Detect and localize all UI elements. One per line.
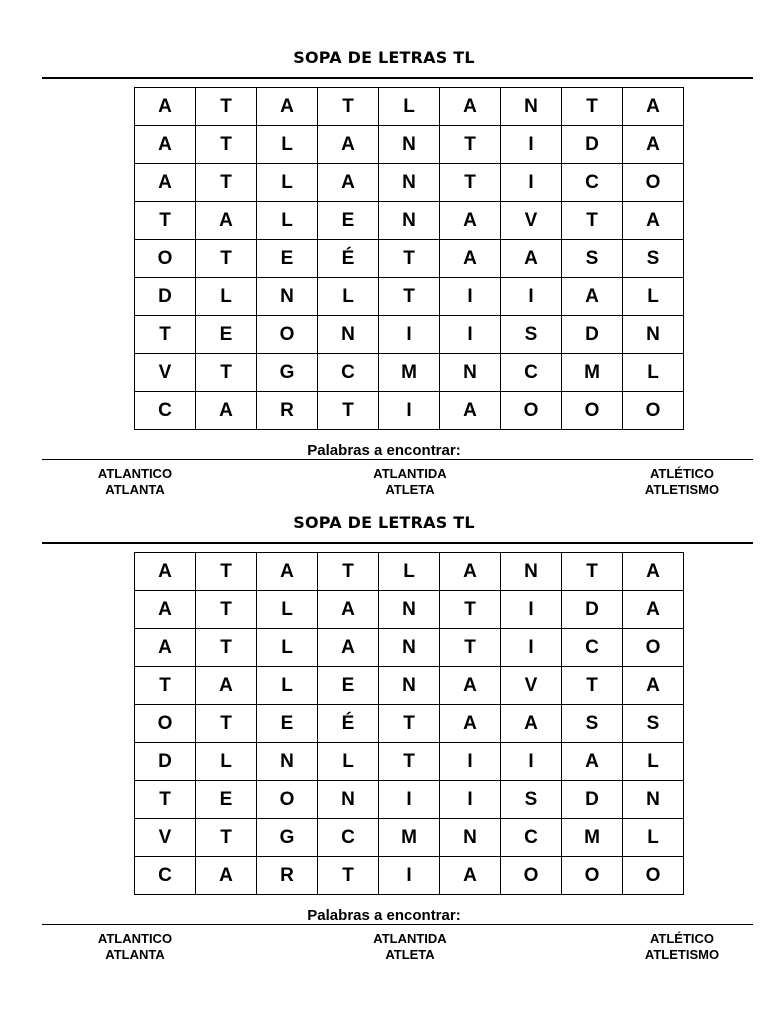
grid-cell: É bbox=[318, 240, 379, 278]
grid-row bbox=[135, 240, 684, 278]
grid-cell: L bbox=[623, 819, 684, 857]
grid-cell: A bbox=[440, 202, 501, 240]
grid-cell: M bbox=[562, 819, 623, 857]
grid-row bbox=[135, 743, 684, 781]
grid-cell: C bbox=[135, 857, 196, 895]
grid-cell: G bbox=[257, 354, 318, 392]
grid-cell: V bbox=[135, 819, 196, 857]
grid-cell: T bbox=[562, 667, 623, 705]
grid-cell: I bbox=[379, 392, 440, 430]
grid-cell: O bbox=[257, 781, 318, 819]
grid-cell: T bbox=[135, 781, 196, 819]
word-column-1 bbox=[75, 466, 195, 498]
grid-cell: E bbox=[257, 705, 318, 743]
grid-cell: L bbox=[196, 743, 257, 781]
words-heading: Palabras a encontrar: bbox=[307, 442, 461, 459]
grid-cell: T bbox=[379, 705, 440, 743]
grid-cell: E bbox=[318, 202, 379, 240]
word-item: ATLETISMO bbox=[644, 482, 720, 497]
grid-cell: L bbox=[196, 278, 257, 316]
grid-row bbox=[135, 629, 684, 667]
grid-cell: I bbox=[379, 316, 440, 354]
grid-cell: A bbox=[318, 591, 379, 629]
grid-cell: A bbox=[623, 126, 684, 164]
grid-cell: N bbox=[440, 819, 501, 857]
grid-cell: D bbox=[562, 316, 623, 354]
grid-cell: A bbox=[257, 553, 318, 591]
grid-cell: T bbox=[318, 857, 379, 895]
grid-cell: T bbox=[318, 553, 379, 591]
grid-cell: A bbox=[196, 392, 257, 430]
grid-cell: N bbox=[501, 88, 562, 126]
grid-cell: E bbox=[196, 781, 257, 819]
grid-row bbox=[135, 126, 684, 164]
grid-cell: N bbox=[318, 316, 379, 354]
grid-cell: O bbox=[623, 392, 684, 430]
grid-row bbox=[135, 819, 684, 857]
grid-cell: I bbox=[379, 857, 440, 895]
grid-cell: I bbox=[501, 743, 562, 781]
word-item: ATLANTA bbox=[105, 947, 165, 962]
grid-cell: T bbox=[379, 278, 440, 316]
grid-cell: I bbox=[379, 781, 440, 819]
grid-cell: I bbox=[501, 591, 562, 629]
grid-cell: S bbox=[623, 240, 684, 278]
grid-cell: T bbox=[196, 591, 257, 629]
word-item: ATLANTICO bbox=[97, 931, 173, 946]
puzzle-title: SOPA DE LETRAS TL bbox=[293, 48, 475, 67]
grid-cell: T bbox=[196, 126, 257, 164]
grid-cell: I bbox=[440, 278, 501, 316]
grid-cell: A bbox=[440, 667, 501, 705]
grid-cell: I bbox=[501, 126, 562, 164]
grid-cell: O bbox=[135, 240, 196, 278]
grid-row bbox=[135, 667, 684, 705]
grid-cell: L bbox=[257, 164, 318, 202]
grid-cell: T bbox=[135, 202, 196, 240]
grid-row bbox=[135, 705, 684, 743]
grid-cell: M bbox=[379, 819, 440, 857]
grid-cell: A bbox=[440, 857, 501, 895]
grid-cell: N bbox=[623, 781, 684, 819]
grid-cell: L bbox=[623, 278, 684, 316]
grid-cell: T bbox=[562, 553, 623, 591]
grid-cell: M bbox=[562, 354, 623, 392]
grid-cell: N bbox=[318, 781, 379, 819]
grid-cell: T bbox=[196, 629, 257, 667]
words-divider bbox=[42, 459, 753, 460]
grid-cell: M bbox=[379, 354, 440, 392]
grid-cell: N bbox=[379, 667, 440, 705]
grid-cell: N bbox=[379, 202, 440, 240]
grid-cell: N bbox=[257, 278, 318, 316]
grid-cell: A bbox=[440, 392, 501, 430]
grid-cell: A bbox=[440, 553, 501, 591]
grid-cell: O bbox=[623, 164, 684, 202]
grid-cell: A bbox=[135, 629, 196, 667]
grid-cell: E bbox=[196, 316, 257, 354]
word-column-2 bbox=[348, 466, 472, 498]
grid-row bbox=[135, 316, 684, 354]
grid-cell: A bbox=[440, 88, 501, 126]
grid-cell: D bbox=[562, 781, 623, 819]
grid-cell: A bbox=[196, 857, 257, 895]
grid-row bbox=[135, 202, 684, 240]
grid-cell: R bbox=[257, 857, 318, 895]
grid-cell: A bbox=[318, 629, 379, 667]
top-divider bbox=[42, 77, 753, 79]
grid-cell: L bbox=[257, 667, 318, 705]
grid-cell: A bbox=[623, 667, 684, 705]
grid-cell: S bbox=[623, 705, 684, 743]
grid-cell: I bbox=[440, 781, 501, 819]
grid-cell: N bbox=[379, 629, 440, 667]
grid-row bbox=[135, 591, 684, 629]
grid-cell: S bbox=[501, 781, 562, 819]
grid-cell: L bbox=[623, 354, 684, 392]
grid-cell: N bbox=[623, 316, 684, 354]
grid-cell: A bbox=[440, 240, 501, 278]
grid-cell: T bbox=[318, 392, 379, 430]
letter-grid bbox=[134, 552, 684, 895]
grid-cell: V bbox=[501, 202, 562, 240]
grid-cell: T bbox=[135, 667, 196, 705]
grid-cell: L bbox=[257, 591, 318, 629]
grid-cell: T bbox=[379, 743, 440, 781]
grid-cell: T bbox=[196, 819, 257, 857]
grid-cell: A bbox=[501, 705, 562, 743]
grid-cell: E bbox=[318, 667, 379, 705]
grid-cell: A bbox=[623, 553, 684, 591]
grid-cell: L bbox=[257, 629, 318, 667]
grid-cell: A bbox=[196, 667, 257, 705]
grid-cell: E bbox=[257, 240, 318, 278]
grid-cell: C bbox=[501, 819, 562, 857]
grid-cell: A bbox=[623, 88, 684, 126]
grid-cell: D bbox=[135, 743, 196, 781]
grid-cell: I bbox=[501, 278, 562, 316]
grid-row bbox=[135, 164, 684, 202]
grid-cell: L bbox=[379, 553, 440, 591]
grid-row bbox=[135, 392, 684, 430]
grid-cell: A bbox=[196, 202, 257, 240]
grid-cell: T bbox=[440, 164, 501, 202]
grid-cell: T bbox=[440, 629, 501, 667]
grid-cell: A bbox=[623, 591, 684, 629]
grid-row bbox=[135, 278, 684, 316]
grid-row bbox=[135, 354, 684, 392]
word-column-3 bbox=[620, 466, 744, 498]
grid-cell: C bbox=[135, 392, 196, 430]
grid-cell: A bbox=[257, 88, 318, 126]
grid-cell: N bbox=[501, 553, 562, 591]
grid-cell: T bbox=[196, 354, 257, 392]
grid-cell: A bbox=[440, 705, 501, 743]
word-item: ATLANTIDA bbox=[373, 931, 447, 946]
grid-cell: L bbox=[257, 126, 318, 164]
words-heading: Palabras a encontrar: bbox=[307, 907, 461, 924]
grid-cell: N bbox=[379, 591, 440, 629]
grid-cell: T bbox=[440, 126, 501, 164]
grid-cell: I bbox=[501, 164, 562, 202]
grid-cell: A bbox=[318, 164, 379, 202]
grid-cell: I bbox=[440, 743, 501, 781]
grid-cell: D bbox=[562, 126, 623, 164]
word-item: ATLÉTICO bbox=[649, 466, 715, 481]
letter-grid bbox=[134, 87, 684, 430]
grid-cell: C bbox=[562, 629, 623, 667]
grid-cell: A bbox=[135, 88, 196, 126]
word-item: ATLETA bbox=[385, 482, 435, 497]
grid-row bbox=[135, 88, 684, 126]
top-divider bbox=[42, 542, 753, 544]
grid-cell: É bbox=[318, 705, 379, 743]
grid-cell: N bbox=[379, 164, 440, 202]
grid-cell: L bbox=[379, 88, 440, 126]
grid-cell: V bbox=[135, 354, 196, 392]
word-item: ATLETISMO bbox=[644, 947, 720, 962]
grid-cell: A bbox=[135, 591, 196, 629]
grid-cell: O bbox=[501, 857, 562, 895]
grid-cell: T bbox=[196, 88, 257, 126]
word-item: ATLANTA bbox=[105, 482, 165, 497]
grid-cell: G bbox=[257, 819, 318, 857]
grid-cell: L bbox=[318, 278, 379, 316]
grid-cell: N bbox=[440, 354, 501, 392]
word-item: ATLÉTICO bbox=[649, 931, 715, 946]
grid-cell: N bbox=[379, 126, 440, 164]
word-item: ATLANTIDA bbox=[373, 466, 447, 481]
grid-cell: A bbox=[501, 240, 562, 278]
grid-row bbox=[135, 857, 684, 895]
grid-cell: A bbox=[562, 278, 623, 316]
grid-cell: V bbox=[501, 667, 562, 705]
grid-cell: C bbox=[562, 164, 623, 202]
puzzle-title: SOPA DE LETRAS TL bbox=[293, 513, 475, 532]
grid-cell: T bbox=[135, 316, 196, 354]
grid-cell: C bbox=[318, 819, 379, 857]
grid-cell: O bbox=[257, 316, 318, 354]
grid-cell: O bbox=[562, 857, 623, 895]
words-divider bbox=[42, 924, 753, 925]
grid-cell: T bbox=[562, 88, 623, 126]
grid-cell: O bbox=[501, 392, 562, 430]
word-column-2 bbox=[348, 931, 472, 963]
grid-cell: D bbox=[562, 591, 623, 629]
grid-cell: T bbox=[562, 202, 623, 240]
grid-cell: T bbox=[440, 591, 501, 629]
grid-row bbox=[135, 781, 684, 819]
grid-cell: A bbox=[318, 126, 379, 164]
grid-cell: I bbox=[501, 629, 562, 667]
grid-cell: S bbox=[501, 316, 562, 354]
grid-cell: A bbox=[135, 126, 196, 164]
word-item: ATLETA bbox=[385, 947, 435, 962]
grid-cell: L bbox=[318, 743, 379, 781]
grid-cell: T bbox=[379, 240, 440, 278]
grid-row bbox=[135, 553, 684, 591]
grid-cell: A bbox=[562, 743, 623, 781]
grid-cell: I bbox=[440, 316, 501, 354]
grid-cell: O bbox=[562, 392, 623, 430]
grid-cell: L bbox=[257, 202, 318, 240]
word-item: ATLANTICO bbox=[97, 466, 173, 481]
grid-cell: O bbox=[135, 705, 196, 743]
grid-cell: C bbox=[501, 354, 562, 392]
grid-cell: A bbox=[135, 164, 196, 202]
grid-cell: O bbox=[623, 857, 684, 895]
word-column-1 bbox=[75, 931, 195, 963]
grid-cell: T bbox=[196, 705, 257, 743]
grid-cell: S bbox=[562, 240, 623, 278]
word-column-3 bbox=[620, 931, 744, 963]
grid-cell: T bbox=[318, 88, 379, 126]
grid-cell: A bbox=[135, 553, 196, 591]
grid-cell: T bbox=[196, 240, 257, 278]
grid-cell: O bbox=[623, 629, 684, 667]
grid-cell: R bbox=[257, 392, 318, 430]
grid-cell: T bbox=[196, 164, 257, 202]
grid-cell: T bbox=[196, 553, 257, 591]
grid-cell: S bbox=[562, 705, 623, 743]
grid-cell: C bbox=[318, 354, 379, 392]
grid-cell: L bbox=[623, 743, 684, 781]
grid-cell: N bbox=[257, 743, 318, 781]
grid-cell: D bbox=[135, 278, 196, 316]
grid-cell: A bbox=[623, 202, 684, 240]
